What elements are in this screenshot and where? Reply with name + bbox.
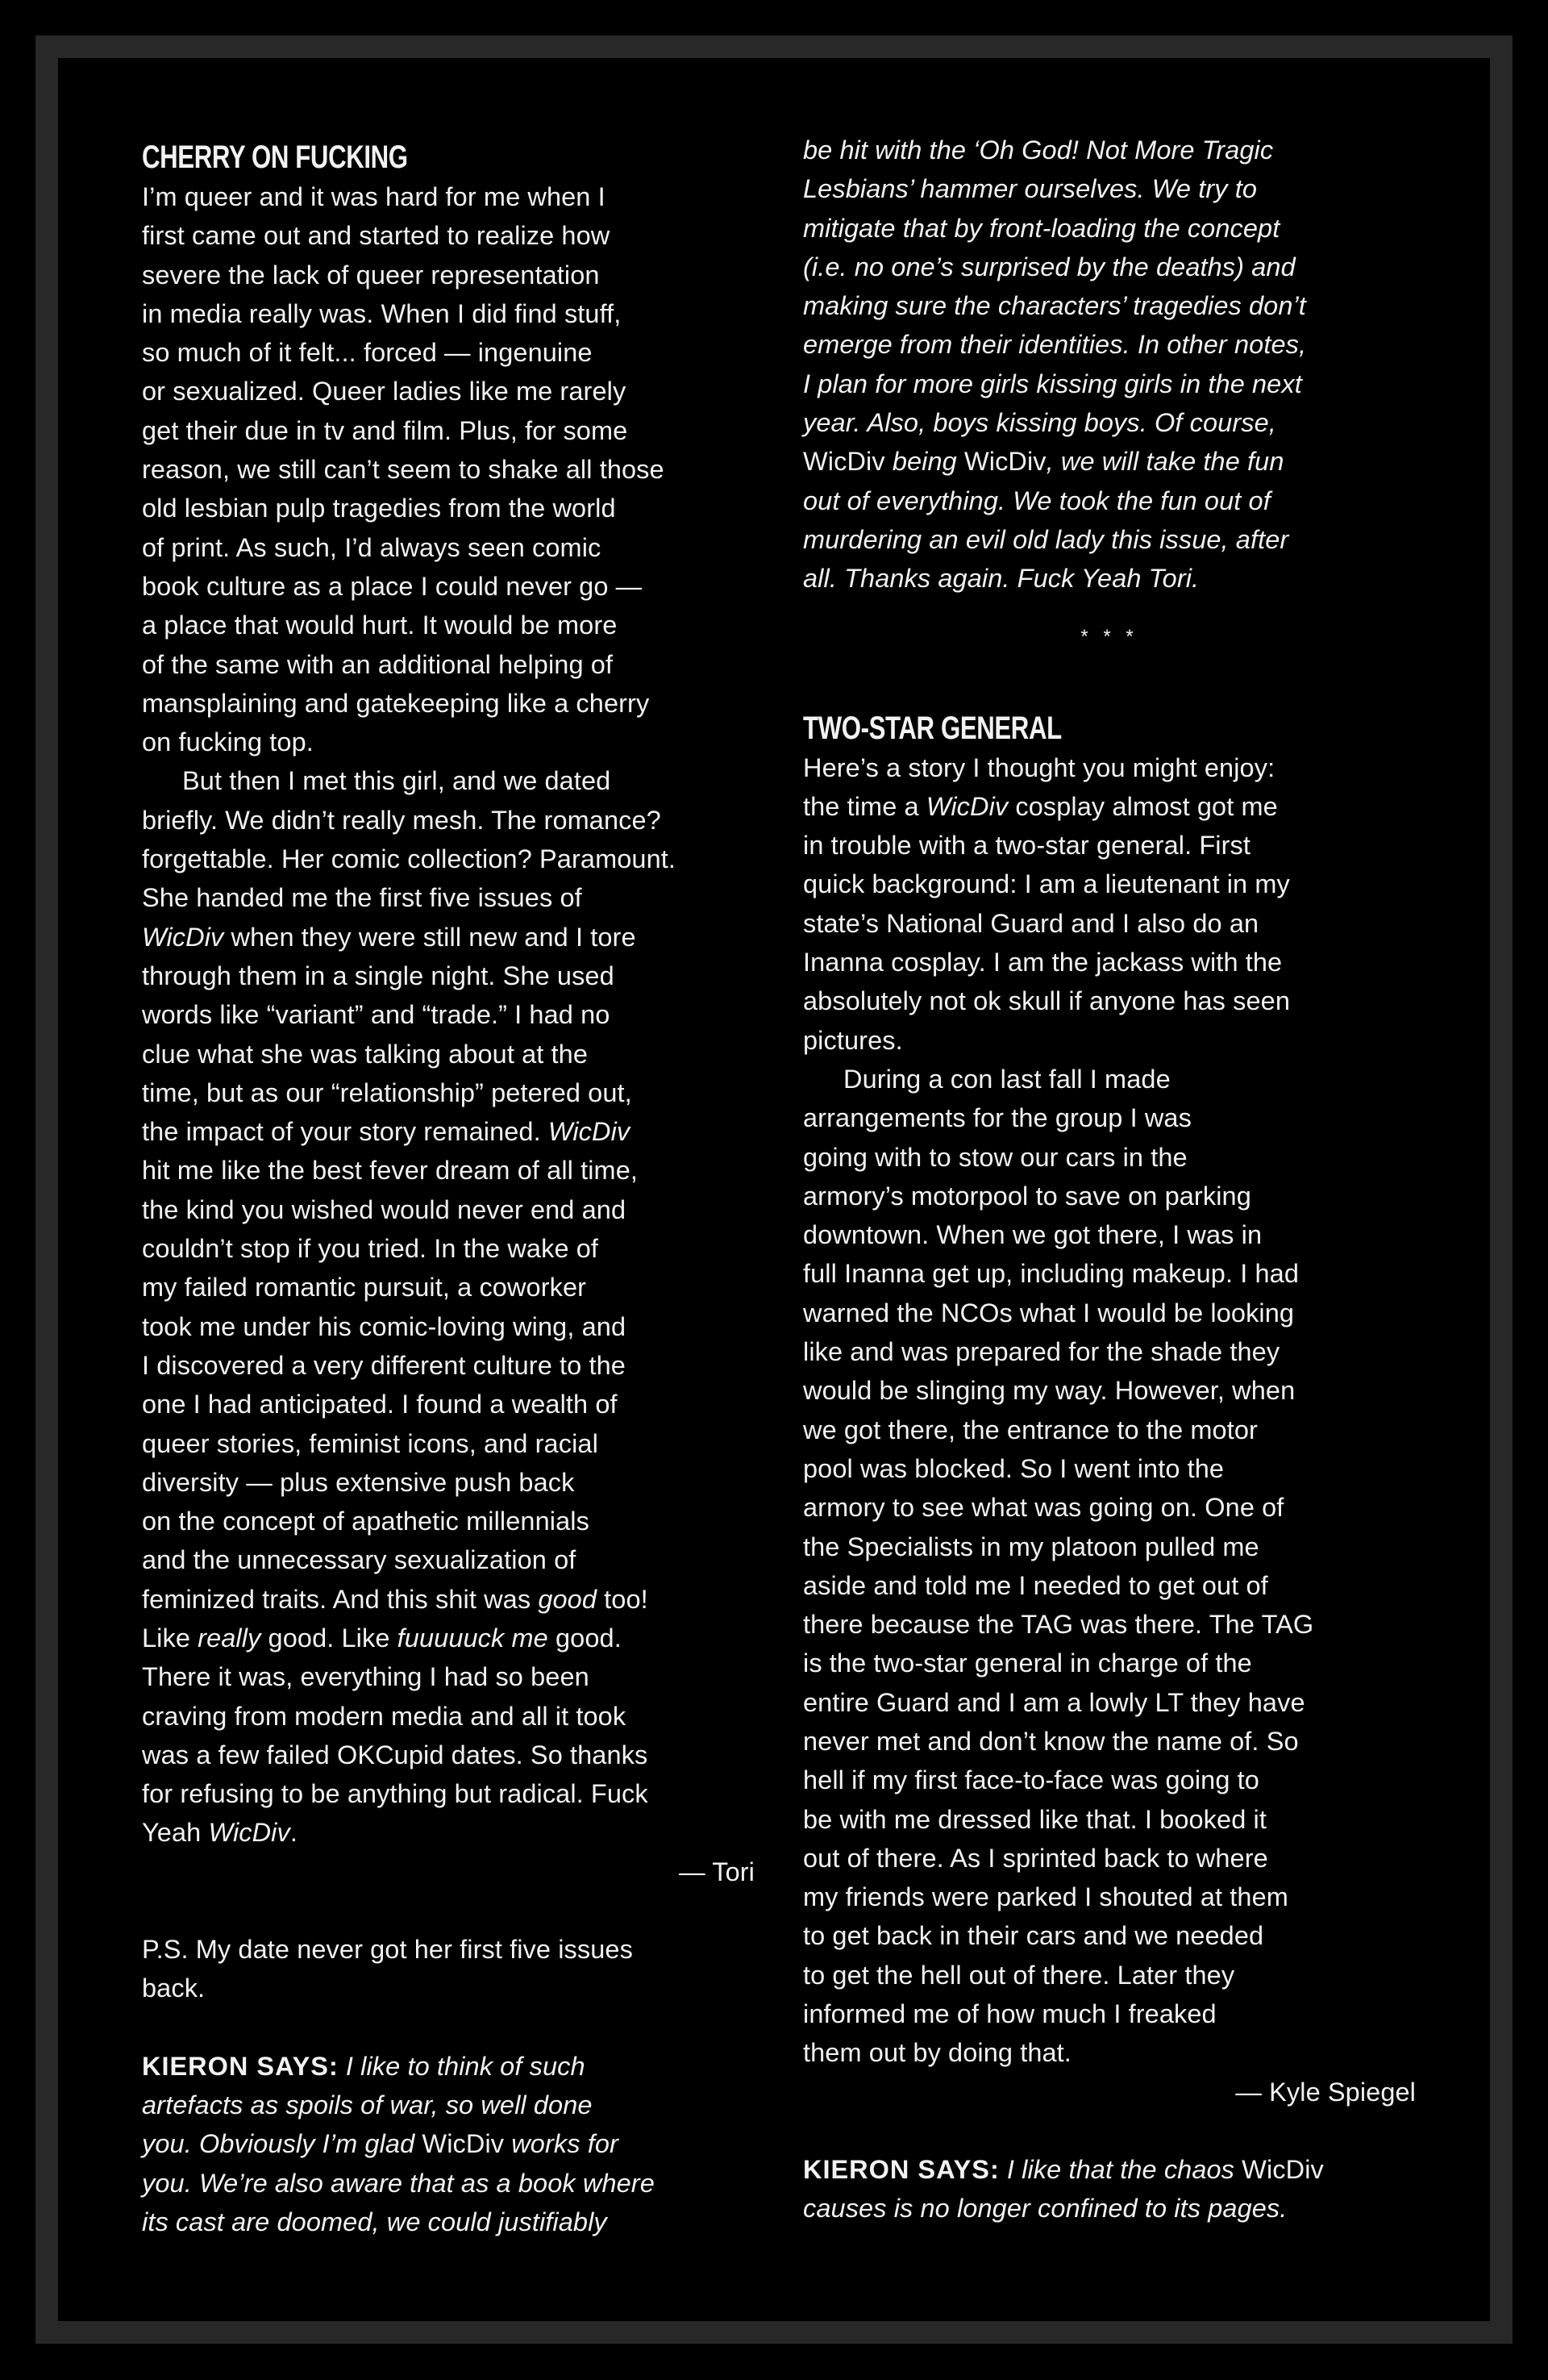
text-line: them out by doing that.	[803, 2038, 1072, 2068]
text-fragment: Yeah	[142, 1818, 209, 1848]
text-line: clue what she was talking about at the	[142, 1039, 589, 1069]
left-column	[142, 137, 755, 2241]
text-fragment: feminized traits. And this shit was	[142, 1584, 539, 1614]
emphasis: really	[198, 1623, 261, 1653]
text-line: and the unnecessary sexualization of	[142, 1545, 576, 1575]
text-line: never met and don’t know the name of. So	[803, 1726, 1299, 1756]
text-line: hell if my first face-to-face was going to	[803, 1765, 1259, 1795]
text-line: on the concept of apathetic millennials	[142, 1507, 589, 1536]
text-line: pool was blocked. So I went into the	[803, 1453, 1225, 1483]
text-fragment: when they were still new and I tore	[223, 922, 636, 952]
spacer	[803, 2111, 1416, 2150]
text-line: mansplaining and gatekeeping like a cherry	[142, 688, 650, 718]
text-line: (i.e. no one’s surprised by the deaths) and	[803, 252, 1296, 281]
text-line: get their due in tv and film. Plus, for some	[142, 415, 628, 445]
comic-title: WicDiv	[142, 922, 224, 952]
text-line	[142, 1619, 755, 1657]
text-line: But then I met this girl, and we dated	[182, 766, 611, 796]
text-line: words like “variant” and “trade.” I had no	[142, 1000, 610, 1030]
letter-title-cherry-on-fucking: CHERRY ON FUCKING	[142, 140, 408, 175]
text-line: hit me like the best fever dream of all time,	[142, 1156, 639, 1186]
text-fragment: good.	[547, 1623, 622, 1653]
comic-title: WicDiv	[422, 2129, 505, 2159]
text-line: like and was prepared for the shade they	[803, 1337, 1280, 1367]
page-frame	[35, 35, 1513, 2344]
text-line: would be slinging my way. However, when	[803, 1376, 1296, 1406]
text-line: armory’s motorpool to save on parking	[803, 1181, 1251, 1211]
text-line: is the two-star general in charge of the	[803, 1648, 1252, 1678]
text-line	[142, 2124, 755, 2163]
text-line: out of there. As I sprinted back to where	[803, 1843, 1268, 1873]
letter1-postscript	[142, 1930, 755, 2008]
reply-text: works for	[504, 2129, 618, 2159]
kieron-says-label: KIERON SAYS:	[142, 2051, 339, 2081]
text-line: year. Also, boys kissing boys. Of course,	[803, 408, 1276, 438]
text-line: full Inanna get up, including makeup. I had	[803, 1259, 1300, 1289]
text-line: mitigate that by front-loading the concept	[803, 213, 1280, 243]
text-line: for refusing to be anything but radical. Fuck	[142, 1779, 648, 1809]
text-fragment: Like	[142, 1623, 198, 1653]
comic-title: WicDiv	[547, 1117, 630, 1147]
text-line: P.S. My date never got her first five issues	[142, 1935, 633, 1965]
text-line: informed me of how much I freaked	[803, 1999, 1217, 2029]
text-line: in media really was. When I did find stuff,	[142, 298, 622, 328]
text-line: Here’s a story I thought you might enjoy:	[803, 752, 1275, 782]
text-line: armory to see what was going on. One of	[803, 1493, 1284, 1523]
text-line: be hit with the ‘Oh God! Not More Tragic	[803, 135, 1274, 165]
text-line: I’m queer and it was hard for me when I	[142, 182, 605, 211]
text-fragment: the impact of your story remained.	[142, 1117, 548, 1147]
spacer	[803, 676, 1416, 708]
comic-title: WicDiv	[803, 447, 885, 477]
text-line: took me under his comic-loving wing, and	[142, 1311, 626, 1341]
text-line: state’s National Guard and I also do an	[803, 908, 1259, 938]
text-line: quick background: I am a lieutenant in my	[803, 869, 1290, 899]
text-line: craving from modern media and all it took	[142, 1701, 626, 1731]
text-line: book culture as a place I could never go —	[142, 571, 643, 601]
text-line	[803, 787, 1416, 826]
text-line: the kind you wished would never end and	[142, 1194, 626, 1224]
text-line: queer stories, feminist icons, and racial	[142, 1428, 598, 1458]
text-line: or sexualized. Queer ladies like me rarely	[142, 377, 626, 406]
text-line: to get the hell out of there. Later they	[803, 1960, 1235, 1990]
text-line: so much of it felt... forced — ingenuine	[142, 338, 593, 368]
text-line: a place that would hurt. It would be more	[142, 611, 618, 640]
spacer	[142, 2008, 755, 2047]
reply-text: being	[884, 447, 964, 477]
text-line	[142, 1813, 755, 1852]
text-line: entire Guard and I am a lowly LT they have	[803, 1687, 1305, 1717]
text-line: couldn’t stop if you tried. In the wake of	[142, 1234, 599, 1264]
text-line: Lesbians’ hammer ourselves. We try to	[803, 174, 1258, 204]
letter2-paragraph-1	[803, 748, 1416, 1060]
text-line: my friends were parked I shouted at them	[803, 1882, 1288, 1912]
text-line: of print. As such, I’d always seen comic	[142, 532, 601, 562]
text-line: we got there, the entrance to the motor	[803, 1415, 1258, 1444]
text-line: causes is no longer confined to its pages.	[803, 2194, 1288, 2224]
letter1-kieron-reply	[142, 2047, 755, 2241]
text-line: was a few failed OKCupid dates. So thanks	[142, 1740, 648, 1769]
text-line: the Specialists in my platoon pulled me	[803, 1532, 1259, 1561]
text-line: aside and told me I needed to get out of	[803, 1570, 1268, 1600]
text-line	[803, 442, 1416, 481]
spacer	[142, 1891, 755, 1930]
letter-title-two-star-general: TWO-STAR GENERAL	[803, 710, 1062, 746]
text-line: She handed me the first five issues of	[142, 883, 582, 913]
text-fragment: .	[289, 1818, 298, 1848]
text-line: I plan for more girls kissing girls in the next	[803, 369, 1302, 398]
text-line: all. Thanks again. Fuck Yeah Tori.	[803, 564, 1200, 594]
text-line: diversity — plus extensive push back	[142, 1467, 575, 1497]
text-line: time, but as our “relationship” petered out,	[142, 1077, 632, 1107]
text-line: going with to stow our cars in the	[803, 1142, 1188, 1172]
text-line: absolutely not ok skull if anyone has seen	[803, 986, 1291, 1016]
text-line: emerge from their identities. In other notes,	[803, 330, 1307, 360]
emphasis: fuuuuuck me	[397, 1623, 548, 1653]
text-line	[142, 1580, 755, 1619]
text-line: one I had anticipated. I found a wealth of	[142, 1390, 618, 1419]
text-line: first came out and started to realize how	[142, 221, 610, 251]
page-content-area	[58, 58, 1490, 2321]
text-line	[803, 2150, 1416, 2189]
text-line: arrangements for the group I was	[803, 1103, 1192, 1133]
text-line: I discovered a very different culture to the	[142, 1350, 626, 1380]
text-line: on fucking top.	[142, 727, 314, 757]
text-line: be with me dressed like that. I booked it	[803, 1804, 1267, 1834]
text-fragment: cosplay almost got me	[1008, 791, 1278, 821]
comic-title: WicDiv	[208, 1818, 290, 1848]
text-line: pictures.	[803, 1025, 903, 1055]
comic-title: WicDiv	[1242, 2154, 1324, 2184]
reply-text: , we will take the fun	[1046, 447, 1284, 477]
reply-text: I like to think of such	[338, 2051, 585, 2081]
reply-text: I like that the chaos	[999, 2154, 1242, 2184]
letter1-paragraph-2	[142, 761, 755, 1852]
text-line: forgettable. Her comic collection? Paramount.	[142, 844, 676, 874]
text-line: there because the TAG was there. The TAG	[803, 1610, 1314, 1640]
text-line: murdering an evil old lady this issue, after	[803, 524, 1289, 554]
reply-text: you. Obviously I’m glad	[142, 2129, 422, 2159]
text-line: old lesbian pulp tragedies from the world	[142, 494, 616, 523]
letter2-paragraph-2	[803, 1060, 1416, 2073]
section-separator: * * *	[1080, 625, 1138, 648]
text-fragment: good. Like	[260, 1623, 397, 1653]
comic-title: WicDiv	[963, 447, 1047, 477]
text-line	[142, 918, 755, 957]
text-line: reason, we still can’t seem to shake all those	[142, 455, 664, 485]
letter2-kieron-reply	[803, 2150, 1416, 2228]
kieron-says-label: KIERON SAYS:	[803, 2154, 1000, 2184]
text-line: its cast are doomed, we could justifiably	[142, 2207, 607, 2236]
text-line: artefacts as spoils of war, so well done	[142, 2090, 593, 2119]
text-line: of the same with an additional helping of	[142, 649, 614, 679]
text-line: severe the lack of queer representation	[142, 260, 600, 290]
text-line: During a con last fall I made	[843, 1064, 1171, 1094]
text-line	[142, 2047, 755, 2086]
kieron-reply-continued	[803, 131, 1416, 598]
text-fragment: the time a	[803, 791, 926, 821]
comic-title: WicDiv	[926, 791, 1009, 821]
text-line: through them in a single night. She used	[142, 961, 614, 990]
text-line: warned the NCOs what I would be looking	[803, 1298, 1295, 1328]
text-line: making sure the characters’ tragedies don’t	[803, 291, 1306, 321]
letter2-signature: — Kyle Spiegel	[1235, 2077, 1416, 2107]
text-line: you. We’re also aware that as a book where	[142, 2168, 655, 2198]
text-line: Inanna cosplay. I am the jackass with the	[803, 948, 1283, 977]
text-line: my failed romantic pursuit, a coworker	[142, 1273, 587, 1303]
text-line: briefly. We didn’t really mesh. The romance?	[142, 805, 661, 835]
text-line: back.	[142, 1974, 206, 2003]
emphasis: good	[538, 1584, 597, 1614]
text-line: There it was, everything I had so been	[142, 1662, 589, 1692]
text-line	[142, 1112, 755, 1151]
text-line: downtown. When we got there, I was in	[803, 1220, 1263, 1250]
text-line: in trouble with a two-star general. First	[803, 831, 1251, 861]
text-line: out of everything. We took the fun out of	[803, 486, 1271, 515]
text-line: to get back in their cars and we needed	[803, 1921, 1264, 1951]
right-column	[803, 131, 1416, 2228]
letter1-signature: — Tori	[679, 1857, 755, 1886]
letter1-paragraph-1	[142, 177, 755, 761]
text-fragment: too!	[597, 1584, 648, 1614]
